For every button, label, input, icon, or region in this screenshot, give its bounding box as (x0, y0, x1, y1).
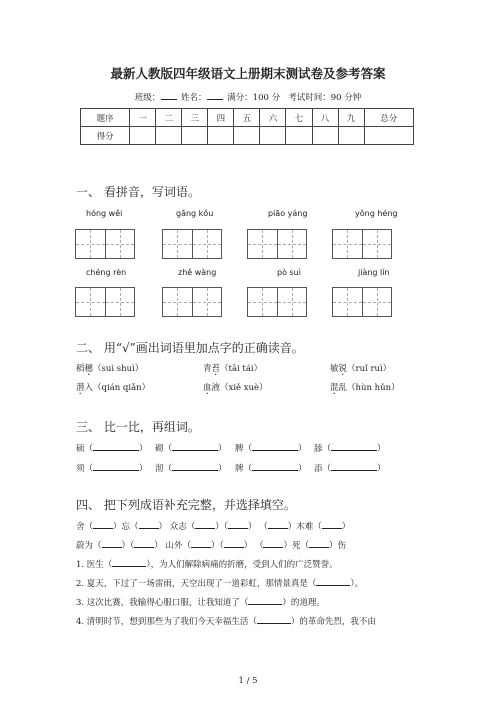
answer-blank[interactable] (263, 547, 283, 548)
answer-blank[interactable] (252, 450, 298, 451)
idiom-text: ）忘（ (113, 522, 139, 532)
score-cell[interactable] (234, 127, 260, 145)
idiom-text: ） (341, 522, 351, 532)
pronunciation-item[interactable] (330, 362, 391, 374)
answer-blank[interactable] (93, 470, 139, 471)
score-cell[interactable] (130, 127, 156, 145)
score-header-cell: 题序 (81, 109, 130, 127)
pinyin-label: jiàng lín (358, 268, 390, 277)
char: 青 (203, 364, 212, 374)
score-header-cell: 六 (260, 109, 286, 127)
idiom-text: ） 众志（ (158, 522, 196, 532)
idiom-text: ）（ (215, 522, 228, 532)
score-cell[interactable] (260, 127, 286, 145)
idiom-row (76, 520, 350, 532)
idiom-text: ）（ (121, 541, 135, 551)
score-cell[interactable] (156, 127, 182, 145)
pinyin-label: zhě wàng (178, 268, 217, 277)
question-text: 2. 夏天，下过了一场雷雨，天空出现了一道彩虹，那情景真是（ (76, 579, 317, 589)
score-table-score-row (81, 127, 414, 145)
answer-blank[interactable] (309, 547, 329, 548)
section-4-heading: 四、 把下列成语补充完整，并选择填空。 (76, 498, 296, 512)
pronunciation-item[interactable] (330, 381, 400, 393)
question-text: 4. 清明时节，想到那些为了我们今天幸福生活（ (76, 617, 257, 627)
score-header-cell: 五 (234, 109, 260, 127)
dotted-char: 血 (203, 383, 212, 393)
reading-options: （xiě xuè） (220, 383, 268, 393)
reading-options: （hùn hǔn） (347, 383, 400, 393)
score-cell[interactable] (182, 127, 208, 145)
char: 稻 (76, 364, 85, 374)
writing-grid[interactable] (332, 287, 392, 317)
answer-blank[interactable] (224, 547, 244, 548)
dotted-char: 苔 (211, 364, 221, 374)
dotted-char: 潜 (76, 383, 85, 393)
writing-grid[interactable] (75, 229, 135, 259)
section-3-heading: 三、 比一比，再组词。 (76, 420, 200, 434)
score-cell[interactable] (312, 127, 338, 145)
score-header-cell: 七 (286, 109, 312, 127)
section-2-heading: 二、 用“√”画出词语里加点字的正确读音。 (76, 341, 304, 355)
char: 舔 (314, 444, 323, 454)
answer-blank[interactable] (112, 566, 146, 567)
class-label: 班级： (134, 93, 161, 103)
compare-item[interactable]: 沏（ ） (155, 464, 227, 474)
full-score: 满分：100 分 (227, 93, 281, 103)
writing-grid[interactable] (247, 229, 307, 259)
writing-grid[interactable] (247, 287, 307, 317)
answer-blank[interactable] (322, 528, 342, 529)
char: 砌 (155, 444, 164, 454)
reading-options: （qián qiǎn） (93, 383, 151, 393)
char: 敏 (330, 364, 339, 374)
writing-grid[interactable] (162, 287, 222, 317)
compare-item[interactable]: 脾（ ） (235, 444, 307, 454)
compare-item[interactable]: 舔（ ） (314, 444, 386, 454)
answer-blank[interactable] (331, 470, 377, 471)
dotted-char: 穗 (84, 364, 94, 374)
question-text: 3. 这次比赛，我输得心服口服，让我知道了（ (76, 598, 249, 608)
pronunciation-item[interactable] (203, 381, 268, 393)
reading-options: （ruǐ ruì） (347, 364, 392, 374)
answer-blank[interactable] (248, 604, 282, 605)
section-1-heading: 一、 看拼音，写词语。 (76, 185, 200, 199)
idiom-text: 舍（ (76, 522, 94, 532)
pronunciation-item[interactable] (203, 362, 262, 374)
fill-question-1 (76, 558, 338, 570)
idiom-row (76, 539, 346, 551)
score-table (80, 108, 414, 145)
char: 硕 (76, 444, 85, 454)
answer-blank[interactable] (316, 585, 350, 586)
char: 液 (211, 383, 221, 393)
char: 添 (314, 464, 323, 474)
idiom-text: ）死（ (283, 541, 309, 551)
fill-question-2 (76, 577, 363, 589)
score-cell[interactable] (208, 127, 234, 145)
answer-blank[interactable] (139, 528, 159, 529)
question-text: ）的道理。 (282, 598, 325, 608)
answer-blank[interactable] (93, 450, 139, 451)
pinyin-label: hóng wěi (86, 209, 123, 218)
compare-item[interactable]: 添（ ） (314, 464, 386, 474)
answer-blank[interactable] (228, 528, 248, 529)
name-blank[interactable] (207, 99, 223, 100)
compare-item[interactable]: 须（ ） (76, 464, 148, 474)
dotted-char: 锐 (338, 364, 348, 374)
writing-grid[interactable] (162, 229, 222, 259)
question-text: ），为人们解除病痛的折磨，受到人们的广泛赞誉。 (146, 560, 338, 570)
char: 沏 (155, 464, 164, 474)
score-header-cell: 三 (182, 109, 208, 127)
dotted-char: 混 (330, 383, 339, 393)
answer-blank[interactable] (268, 528, 288, 529)
idiom-text: ） 山外（ (154, 541, 191, 551)
char: 入 (84, 383, 94, 393)
question-text: ）。 (350, 579, 364, 589)
page-number: 1 / 5 (238, 676, 258, 686)
score-header-cell: 四 (208, 109, 234, 127)
exam-info (0, 91, 496, 103)
pinyin-label: pò suì (277, 268, 301, 277)
writing-grid[interactable] (332, 229, 392, 259)
exam-time: 考试时间：90 分钟 (288, 93, 362, 103)
answer-blank[interactable] (172, 470, 218, 471)
score-header-cell: 总分 (364, 109, 413, 127)
idiom-text: ）伤 (328, 541, 346, 551)
reading-options: （tāi tái） (220, 364, 263, 374)
answer-blank[interactable] (257, 623, 291, 624)
score-header-cell: 二 (156, 109, 182, 127)
idiom-text: ） （ (243, 541, 264, 551)
score-header-cell: 九 (338, 109, 364, 127)
fill-question-4 (76, 615, 376, 627)
name-label: 姓名： (180, 93, 207, 103)
reading-options: （suì shuì） (93, 364, 144, 374)
answer-blank[interactable] (93, 528, 113, 529)
answer-blank[interactable] (134, 547, 154, 548)
question-text: 1. 医生（ (76, 560, 113, 570)
answer-blank[interactable] (191, 547, 211, 548)
writing-grid[interactable] (75, 287, 135, 317)
score-table-header-row (81, 109, 414, 127)
pinyin-label: gǎng kǒu (176, 209, 214, 218)
idiom-text: ） （ (248, 522, 268, 532)
answer-blank[interactable] (172, 450, 218, 451)
pinyin-label: piāo yáng (268, 209, 308, 218)
pinyin-label: yǒng héng (355, 209, 398, 218)
char: 须 (76, 464, 85, 474)
char: 牌 (235, 464, 244, 474)
answer-blank[interactable] (195, 528, 215, 529)
answer-blank[interactable] (331, 450, 377, 451)
compare-item[interactable]: 砌（ ） (155, 444, 227, 454)
idiom-text: 蔚为（ (76, 541, 102, 551)
answer-blank[interactable] (252, 470, 298, 471)
compare-item[interactable]: 牌（ ） (235, 464, 307, 474)
class-blank[interactable] (161, 99, 177, 100)
score-cell[interactable] (338, 127, 364, 145)
char: 脾 (235, 444, 244, 454)
idiom-text: ）木难（ (287, 522, 322, 532)
char: 乱 (338, 383, 348, 393)
answer-blank[interactable] (102, 547, 122, 548)
page-title: 最新人教版四年级语文上册期末测试卷及参考答案 (110, 66, 386, 81)
score-cell[interactable] (286, 127, 312, 145)
compare-item[interactable]: 硕（ ） (76, 444, 148, 454)
score-cell[interactable] (364, 127, 413, 145)
score-header-cell: 八 (312, 109, 338, 127)
fill-question-3 (76, 596, 325, 608)
pronunciation-item[interactable] (76, 381, 150, 393)
score-header-cell: 一 (130, 109, 156, 127)
pinyin-label: chéng rèn (86, 268, 127, 277)
question-text: ）的革命先烈，我不由 (290, 617, 376, 627)
idiom-text: ）（ (210, 541, 224, 551)
pronunciation-item[interactable] (76, 362, 143, 374)
score-row-label: 得分 (81, 127, 130, 145)
